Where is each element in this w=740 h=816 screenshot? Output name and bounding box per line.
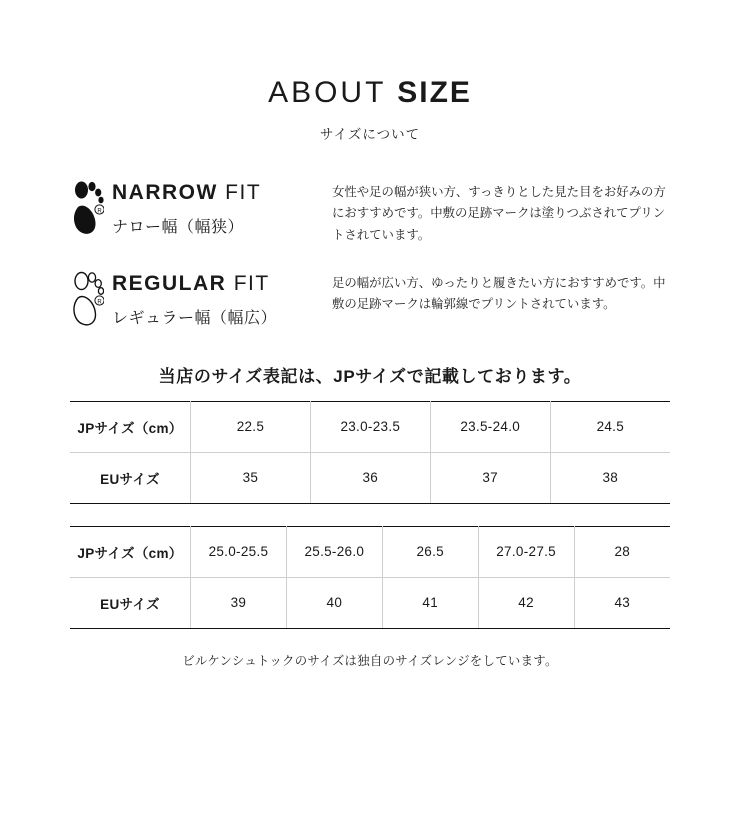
page-title-bold: SIZE	[397, 76, 472, 109]
size-cell: 35	[191, 452, 311, 503]
footprint-filled-icon	[70, 179, 104, 241]
svg-text:R: R	[97, 208, 102, 215]
fit-item-narrow-left	[70, 177, 332, 241]
size-cell: 25.5-26.0	[286, 526, 382, 577]
table-row	[70, 401, 670, 452]
fit-item-narrow-description: 女性や足の幅が狭い方、すっきりとした見た目をお好みの方におすすめです。中敷の足跡マークは塗りつぶされてプリントされています。	[332, 185, 666, 242]
size-cell: 40	[286, 577, 382, 628]
page-subtitle: サイズについて	[319, 127, 421, 142]
table-spacer	[70, 504, 670, 526]
size-footnote: ビルケンシュトックのサイズは独自のサイズレンジをしています。	[182, 653, 558, 668]
size-guide-page	[0, 76, 740, 816]
size-cell: 36	[310, 452, 430, 503]
svg-text:R: R	[97, 299, 102, 306]
page-title	[70, 76, 670, 110]
row-header: EUサイズ	[70, 452, 191, 503]
size-cell: 28	[574, 526, 670, 577]
size-cell: 26.5	[382, 526, 478, 577]
size-cell: 24.5	[550, 401, 670, 452]
size-cell: 42	[478, 577, 574, 628]
size-table-large	[70, 526, 670, 629]
size-cell: 25.0-25.5	[191, 526, 287, 577]
fit-item-regular-en-light: FIT	[233, 271, 270, 295]
size-cell: 43	[574, 577, 670, 628]
size-cell: 23.5-24.0	[430, 401, 550, 452]
table-row	[70, 526, 670, 577]
row-header: EUサイズ	[70, 577, 191, 628]
row-header: JPサイズ（cm）	[70, 526, 191, 577]
size-cell: 41	[382, 577, 478, 628]
footprint-outline-icon	[70, 270, 104, 332]
table-row	[70, 452, 670, 503]
fit-item-narrow	[70, 177, 670, 246]
size-cell: 23.0-23.5	[310, 401, 430, 452]
fit-item-regular-jp: レギュラー幅（幅広）	[112, 309, 278, 327]
size-cell: 39	[191, 577, 287, 628]
fit-item-regular	[70, 268, 670, 332]
size-table-small	[70, 401, 670, 504]
fit-item-narrow-labels	[112, 177, 261, 237]
fit-item-regular-en	[112, 272, 277, 296]
size-cell: 22.5	[191, 401, 311, 452]
size-cell: 38	[550, 452, 670, 503]
size-cell: 37	[430, 452, 550, 503]
fit-item-narrow-jp: ナロー幅（幅狭）	[112, 219, 245, 236]
table-row	[70, 577, 670, 628]
fit-item-narrow-en-light: FIT	[225, 181, 262, 204]
fit-item-regular-description: 足の幅が広い方、ゆったりと履きたい方におすすめです。中敷の足跡マークは輪郭線でプリントされています。	[332, 275, 666, 312]
fit-item-regular-labels	[112, 268, 277, 328]
fit-item-regular-left	[70, 268, 332, 332]
fit-item-narrow-en-strong: NARROW	[112, 181, 218, 204]
fit-item-narrow-en	[112, 181, 261, 205]
size-cell: 27.0-27.5	[478, 526, 574, 577]
row-header: JPサイズ（cm）	[70, 401, 191, 452]
fit-list	[70, 177, 670, 332]
page-title-light: ABOUT	[268, 76, 386, 109]
size-notation-notice: 当店のサイズ表記は、JPサイズで記載しております。	[158, 366, 582, 386]
fit-item-regular-en-strong: REGULAR	[112, 271, 227, 295]
